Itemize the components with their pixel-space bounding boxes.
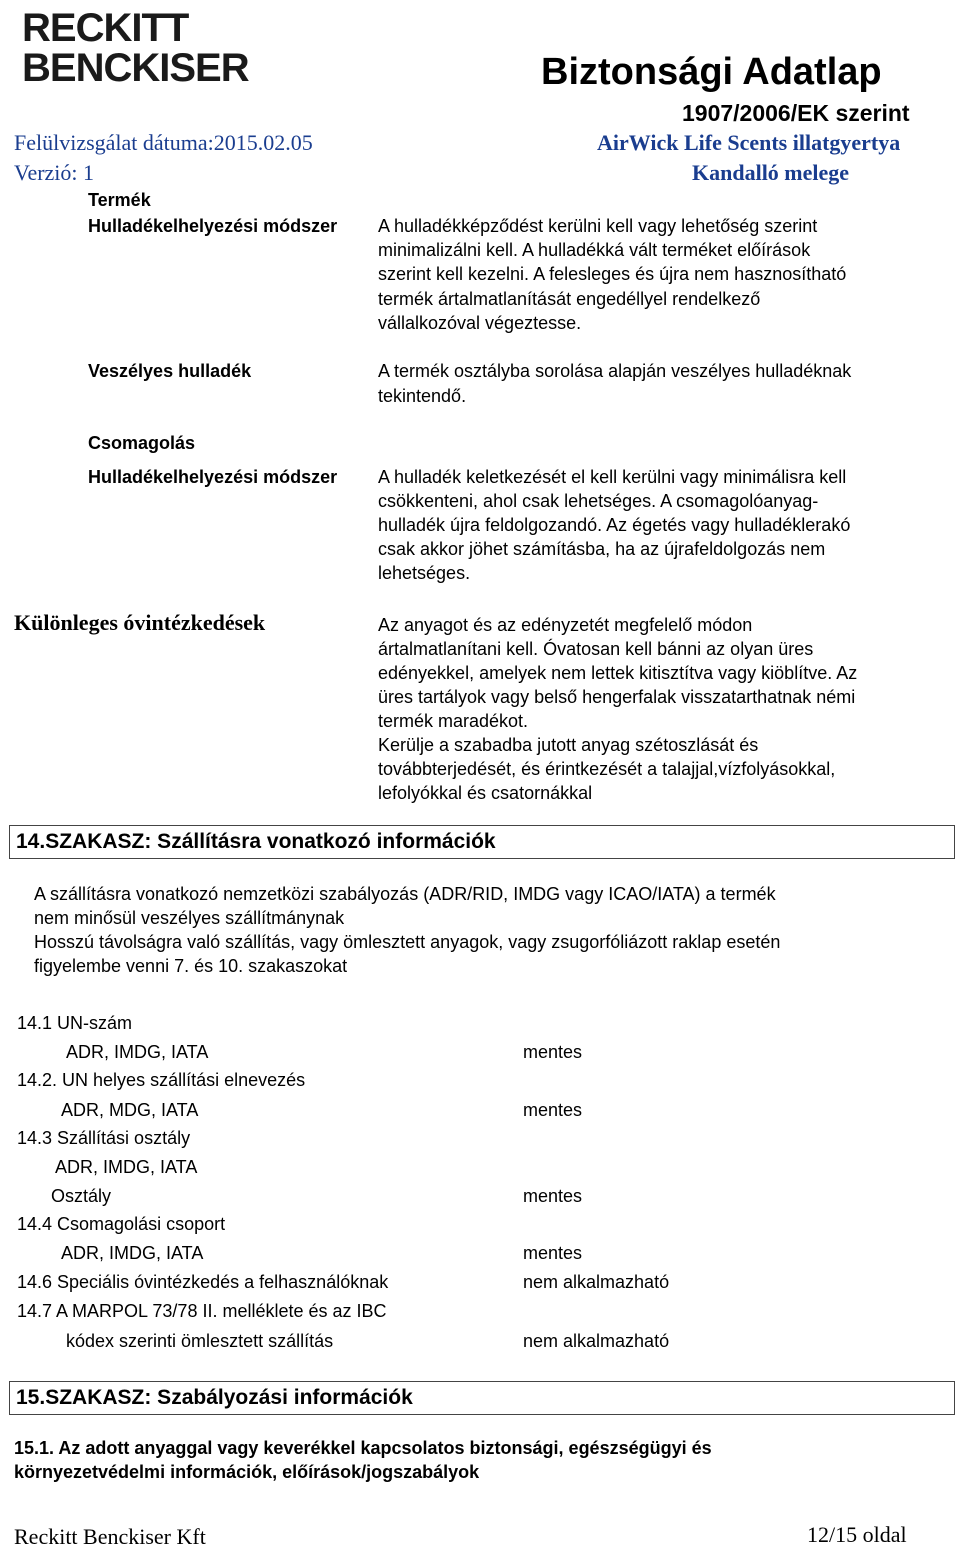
disposal-text-line: A hulladékképződést kerülni kell vagy lehetőség szerint	[378, 216, 818, 236]
special-text-line: továbbterjedését, és érintkezését a talajjal,vízfolyásokkal,	[378, 759, 836, 779]
special-text-line: termék maradékot.	[378, 711, 529, 731]
special-text-line: Az anyagot és az edényzetét megfelelő módon	[378, 615, 753, 635]
product-heading: Termék	[88, 190, 151, 210]
regulation-reference: 1907/2006/EK szerint	[682, 100, 910, 126]
disposal-text-line: termék ártalmatlanítását engedéllyel rendelkező	[378, 289, 761, 309]
logo-line-2: BENCKISER	[22, 46, 249, 90]
packaging-text-line: csökkenteni, ahol csak lehetséges. A csomagolóanyag-	[378, 491, 819, 511]
footer-company: Reckitt Benckiser Kft	[14, 1524, 206, 1549]
special-text-line: edényekkel, amelyek nem lettek kitisztítva vagy kiöblítve. Az	[378, 663, 858, 683]
logo-line-1: RECKITT	[22, 6, 189, 50]
special-precautions-label: Különleges óvintézkedések	[14, 610, 266, 635]
transport-row-value: mentes	[523, 1186, 583, 1206]
section-15-1-line: környezetvédelmi információk, előírások/jogszabályok	[14, 1462, 480, 1482]
transport-row-label: ADR, IMDG, IATA	[66, 1042, 209, 1062]
marpol-heading: 14.7 A MARPOL 73/78 II. melléklete és az IBC	[17, 1301, 387, 1321]
transport-class-heading: 14.3 Szállítási osztály	[17, 1128, 191, 1148]
transport-row-label: kódex szerinti ömlesztett szállítás	[66, 1331, 334, 1351]
transport-row-value: mentes	[523, 1243, 583, 1263]
transport-row-label: ADR, IMDG, IATA	[61, 1243, 204, 1263]
special-text-line: lefolyókkal és csatornákkal	[378, 783, 593, 803]
disposal-text-line: szerint kell kezelni. A felesleges és újra nem hasznosítható	[378, 264, 847, 284]
packaging-heading: Csomagolás	[88, 433, 196, 453]
special-precautions-heading: 14.6 Speciális óvintézkedés a felhasználóknak	[17, 1272, 389, 1292]
special-text-line: üres tartályok vagy belső hengerfalak visszatarthatnak némi	[378, 687, 856, 707]
packaging-text-line: csak akkor jöhet számításba, ha az újrafeldolgozás nem	[378, 539, 826, 559]
hazardous-waste-label: Veszélyes hulladék	[88, 361, 252, 381]
version: Verzió: 1	[14, 160, 95, 185]
section-14-title: 14.SZAKASZ: Szállításra vonatkozó információk	[16, 830, 496, 853]
shipping-name-heading: 14.2. UN helyes szállítási elnevezés	[17, 1070, 306, 1090]
packaging-text-line: A hulladék keletkezését el kell kerülni vagy minimálisra kell	[378, 467, 847, 487]
page-number: 12/15 oldal	[807, 1522, 907, 1547]
product-variant: Kandalló melege	[692, 160, 850, 185]
document-title: Biztonsági Adatlap	[541, 51, 882, 93]
section-14-header	[9, 825, 955, 859]
section-15-title: 15.SZAKASZ: Szabályozási információk	[16, 1386, 413, 1409]
transport-row-value: mentes	[523, 1042, 583, 1062]
section-15-header	[9, 1381, 955, 1415]
transport-row-label: ADR, IMDG, IATA	[55, 1157, 198, 1177]
hazardous-text-line: tekintendő.	[378, 386, 467, 406]
special-text-line: Kerülje a szabadba jutott anyag szétoszlását és	[378, 735, 759, 755]
disposal-method-label: Hulladékelhelyezési módszer	[88, 216, 338, 236]
transport-row-value: nem alkalmazható	[523, 1331, 670, 1351]
transport-intro-line: figyelembe venni 7. és 10. szakaszokat	[34, 956, 348, 976]
product-name: AirWick Life Scents illatgyertya	[597, 130, 901, 155]
transport-intro-line: A szállításra vonatkozó nemzetközi szabályozás (ADR/RID, IMDG vagy ICAO/IATA) a termék	[34, 884, 776, 904]
transport-row-value: nem alkalmazható	[523, 1272, 670, 1292]
section-15-1-line: 15.1. Az adott anyaggal vagy keverékkel kapcsolatos biztonsági, egészségügyi és	[14, 1438, 712, 1458]
packing-group-heading: 14.4 Csomagolási csoport	[17, 1214, 226, 1234]
company-logo	[22, 8, 252, 88]
transport-row-label: ADR, MDG, IATA	[61, 1100, 199, 1120]
packaging-text-line: lehetséges.	[378, 563, 471, 583]
disposal-text-line: vállalkozóval végeztesse.	[378, 313, 582, 333]
special-text-line: ártalmatlanítani kell. Óvatosan kell bánni az olyan üres	[378, 639, 814, 659]
packaging-text-line: hulladék újra feldolgozandó. Az égetés vagy hulladéklerakó	[378, 515, 851, 535]
transport-row-value: mentes	[523, 1100, 583, 1120]
transport-intro-line: nem minősül veszélyes szállítmánynak	[34, 908, 345, 928]
un-number-heading: 14.1 UN-szám	[17, 1013, 133, 1033]
packaging-disposal-label: Hulladékelhelyezési módszer	[88, 467, 338, 487]
review-date: Felülvizsgálat dátuma:2015.02.05	[14, 130, 313, 155]
transport-row-label: Osztály	[51, 1186, 112, 1206]
disposal-text-line: minimalizálni kell. A hulladékká vált terméket előírások	[378, 240, 811, 260]
hazardous-text-line: A termék osztályba sorolása alapján veszélyes hulladéknak	[378, 361, 852, 381]
transport-intro-line: Hosszú távolságra való szállítás, vagy ömlesztett anyagok, vagy zsugorfóliázott raklap esetén	[34, 932, 781, 952]
